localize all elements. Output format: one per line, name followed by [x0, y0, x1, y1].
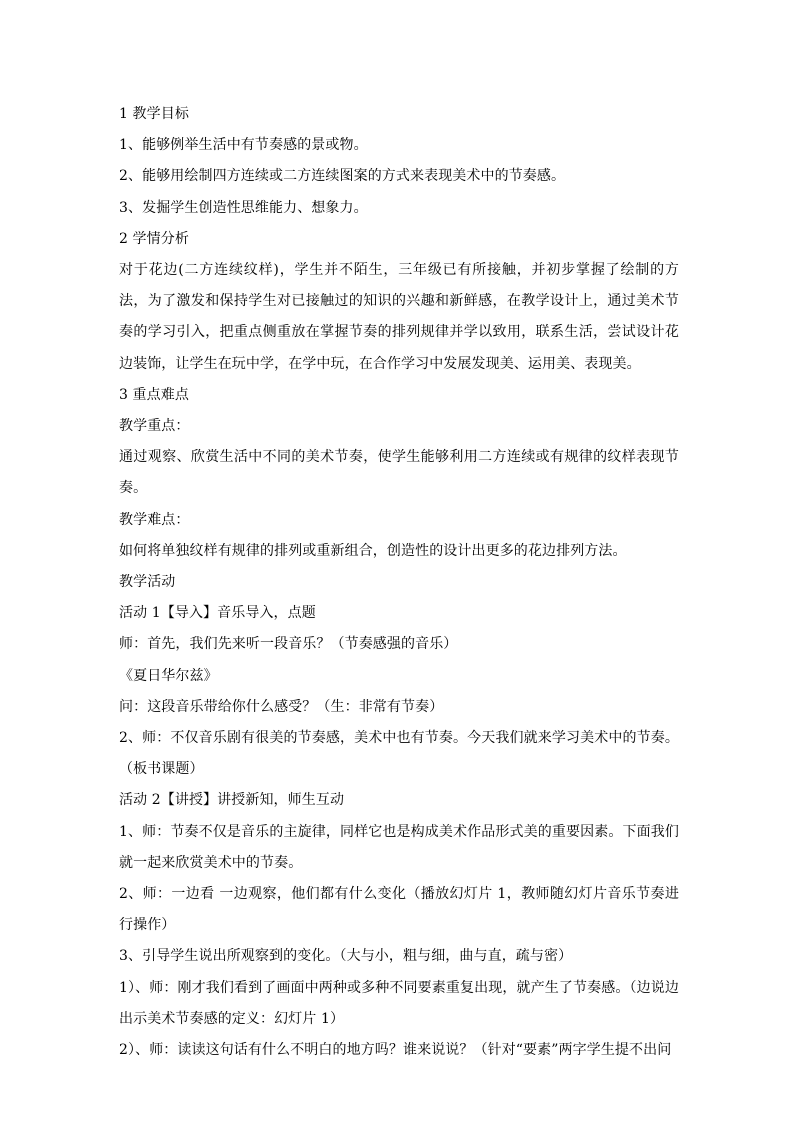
key-points-text: 通过观察、欣赏生活中不同的美术节奏，使学生能够利用二方连续或有规律的纹样表现节奏。 — [119, 449, 679, 497]
activity-2-title: 活动 2【讲授】讲授新知，师生互动 — [119, 792, 345, 809]
activity-1-music-title: 《夏日华尔兹》 — [119, 667, 218, 684]
document-body — [119, 99, 679, 1066]
difficulties-text: 如何将单独纹样有规律的排列或重新组合，创造性的设计出更多的花边排列方法。 — [119, 542, 627, 559]
activity-2-sub-1: 1）、师：刚才我们看到了画面中两种或多种不同要素重复出现，就产生了节奏感。（边说边出示美术节奏感的定义：幻灯片 1） — [119, 979, 679, 1027]
label-difficulties: 教学难点： — [119, 511, 190, 528]
student-analysis-text: 对于花边(二方连续纹样)，学生并不陌生，三年级已有所接触，并初步掌握了绘制的方法，为了激发和保持学生对已接触过的知识的兴趣和新鲜感，在教学设计上，通过美术节奏的学习引入，把重点侧重放在掌握节奏的排列规律并学以致用，联系生活，尝试设计花边装饰，让学生在玩中学，在学中玩，在合作学习中发展发现美、运用美、表现美。 — [119, 262, 679, 372]
label-key-points: 教学重点： — [119, 418, 190, 435]
activity-1-title: 活动 1【导入】音乐导入，点题 — [119, 605, 316, 622]
activity-1-line-1: 师：首先，我们先来听一段音乐？（节奏感强的音乐） — [119, 636, 458, 653]
activity-2-step-1: 1、师：节奏不仅是音乐的主旋律，同样它也是构成美术作品形式美的重要因素。下面我们就一起来欣赏美术中的节奏。 — [119, 823, 679, 871]
goal-item-2: 2、能够用绘制四方连续或二方连续图案的方式来表现美术中的节奏感。 — [119, 168, 566, 185]
heading-teaching-activities: 教学活动 — [119, 574, 176, 591]
activity-2-sub-2: 2）、师：读读这句话有什么不明白的地方吗？谁来说说？（针对“要素”两字学生提不出问 — [119, 1042, 672, 1059]
heading-teaching-goals: 1 教学目标 — [119, 106, 189, 122]
heading-key-difficulties: 3 重点难点 — [119, 386, 189, 403]
goal-item-3: 3、发掘学生创造性思维能力、想象力。 — [119, 199, 368, 216]
heading-student-analysis: 2 学情分析 — [119, 230, 189, 247]
activity-1-line-3: 2、师：不仅音乐剧有很美的节奏感，美术中也有节奏。今天我们就来学习美术中的节奏。（板书课题） — [119, 730, 679, 778]
goal-item-1: 1、能够例举生活中有节奏感的景或物。 — [119, 137, 368, 154]
activity-1-line-2: 问：这段音乐带给你什么感受？（生：非常有节奏） — [119, 698, 444, 715]
activity-2-step-2: 2、师：一边看 一边观察，他们都有什么变化（播放幻灯片 1，教师随幻灯片音乐节奏进行操作） — [119, 886, 679, 934]
activity-2-step-3: 3、引导学生说出所观察到的变化。（大与小，粗与细，曲与直，疏与密） — [119, 948, 573, 965]
